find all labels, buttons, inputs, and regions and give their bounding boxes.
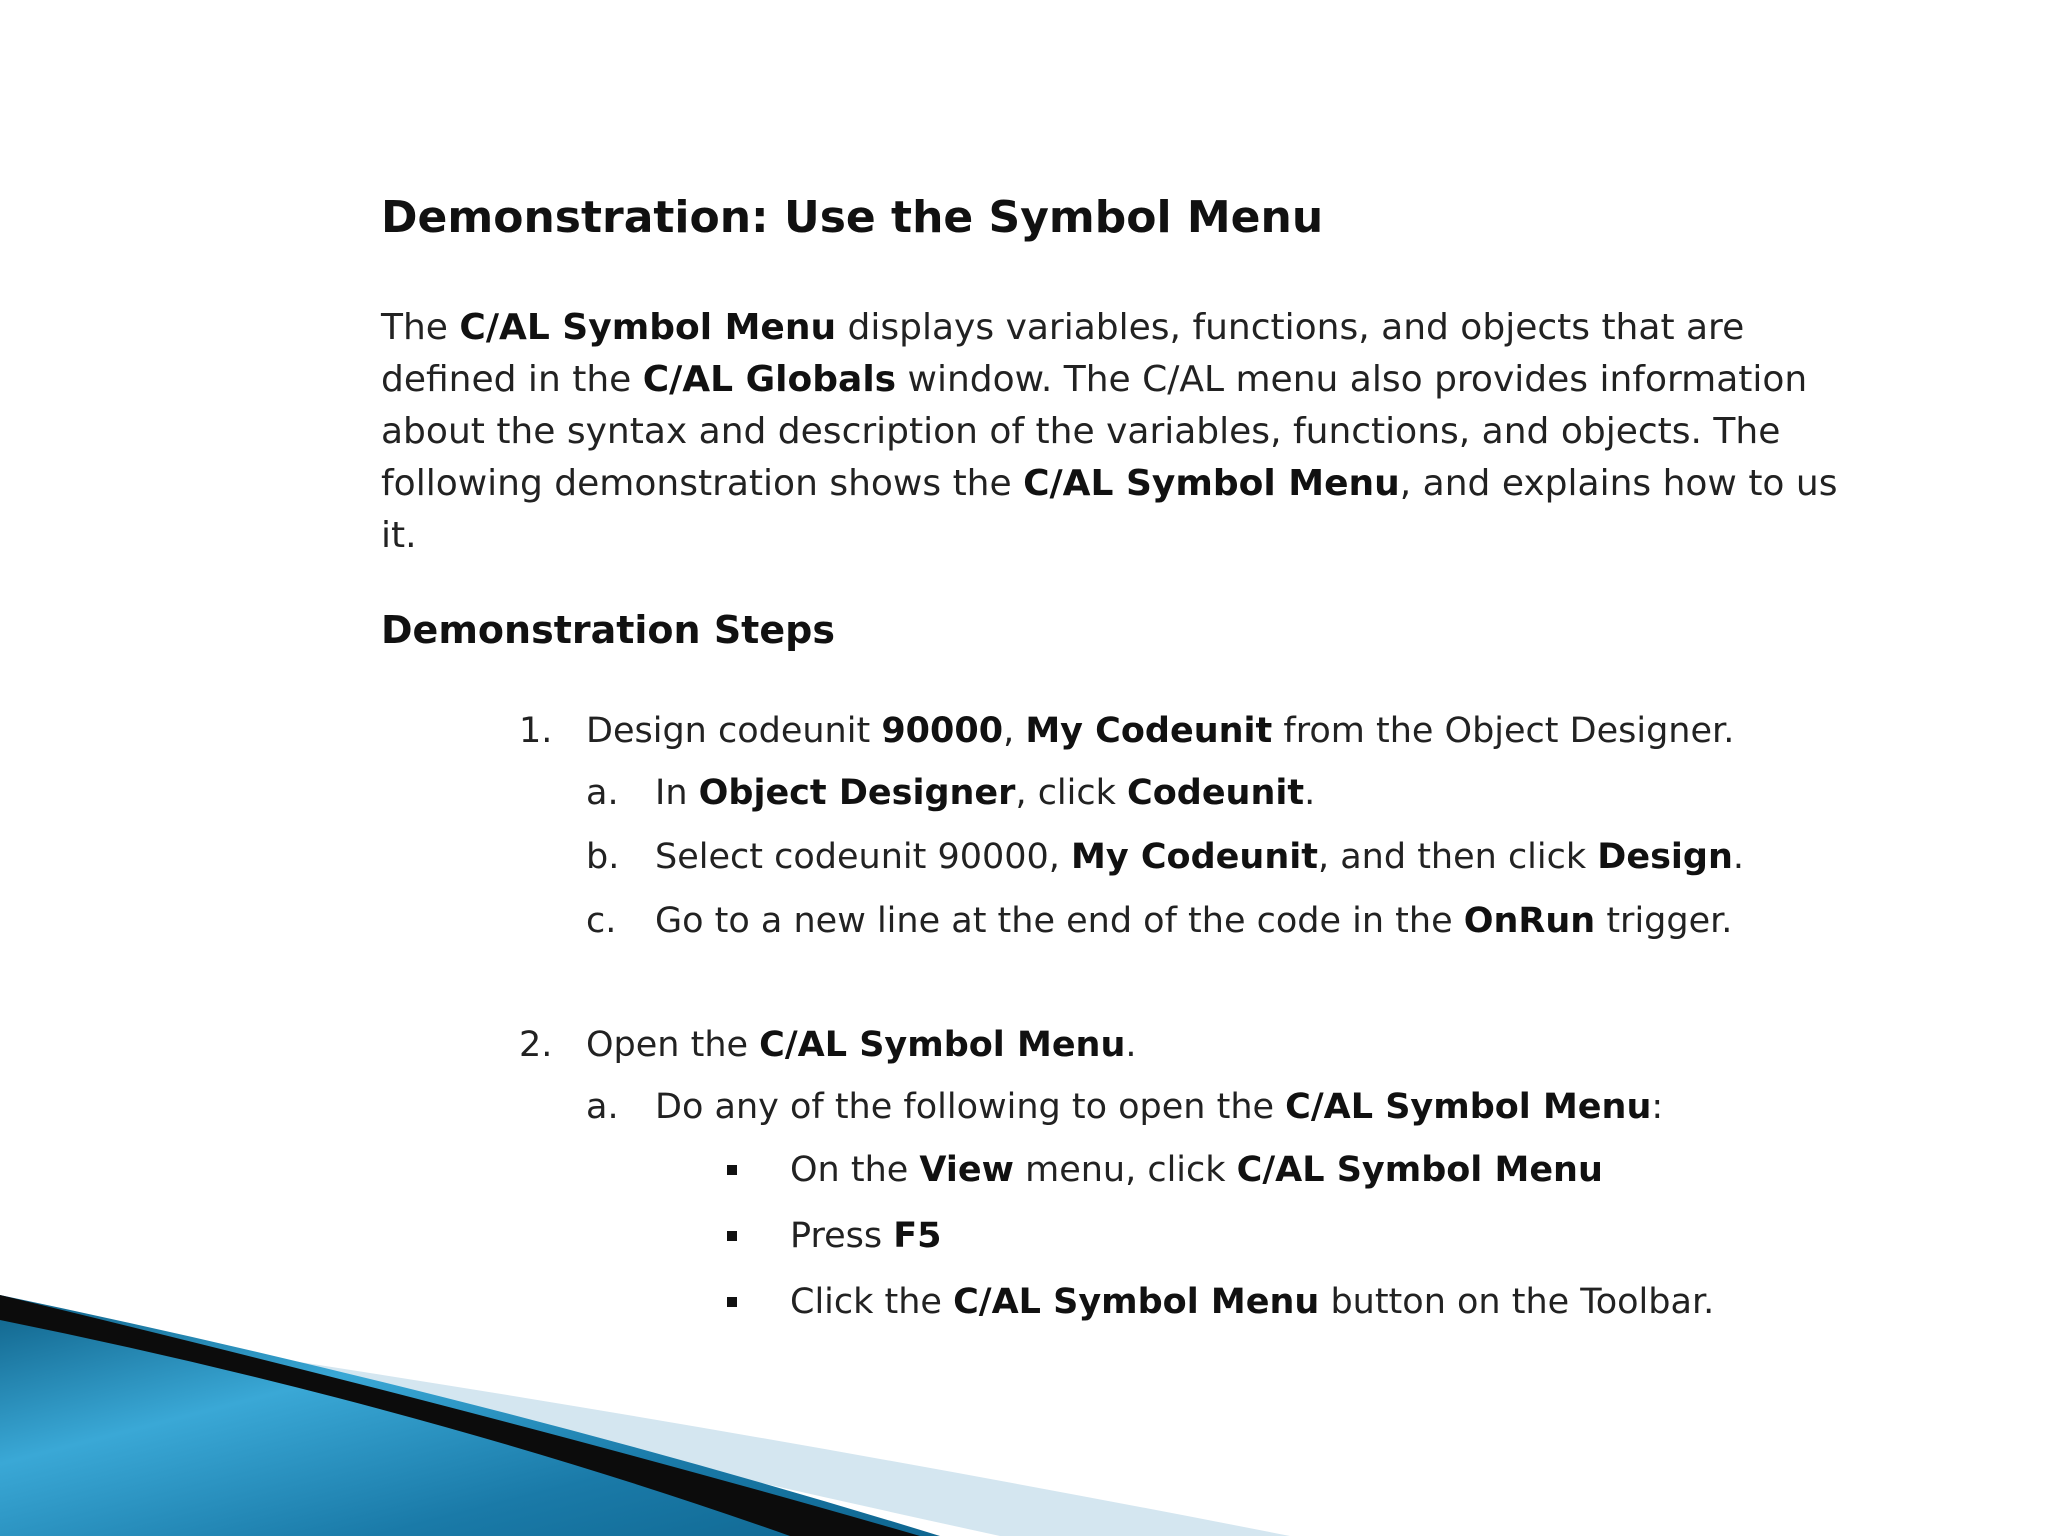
bold-term: C/AL Symbol Menu — [459, 307, 837, 348]
bold-term: C/AL Globals — [642, 359, 897, 400]
bold-term: C/AL Symbol Menu — [1023, 463, 1400, 504]
text-run: : — [1651, 1087, 1664, 1127]
text-run: Click the — [790, 1282, 954, 1322]
text-run: Do any of the following to open the — [655, 1087, 1286, 1127]
bold-term: 90000 — [881, 711, 1004, 751]
bold-term: C/AL Symbol Menu — [759, 1025, 1126, 1065]
bold-term: View — [919, 1150, 1014, 1190]
intro-paragraph — [381, 302, 1838, 562]
bold-term: Design — [1597, 837, 1733, 877]
steps-heading: Demonstration Steps — [381, 608, 835, 652]
text-run: defined in the — [381, 359, 643, 400]
intro-line — [381, 458, 1838, 510]
bold-term: My Codeunit — [1025, 711, 1273, 751]
text-run: Design codeunit — [586, 711, 882, 751]
text-run: menu, click — [1013, 1150, 1237, 1190]
text-run: , and then click — [1317, 837, 1598, 877]
page-title: Demonstration: Use the Symbol Menu — [381, 192, 1324, 243]
square-bullet-icon — [727, 1231, 737, 1241]
intro-line — [381, 510, 1721, 562]
text-run: , click — [1015, 773, 1128, 813]
intro-line — [381, 406, 1781, 458]
text-run: On the — [790, 1150, 920, 1190]
bold-term: Object Designer — [698, 773, 1016, 813]
text-run: . — [1125, 1025, 1137, 1065]
intro-line — [381, 354, 1808, 406]
step-number: 1. — [519, 711, 553, 751]
step-number: 2. — [519, 1025, 553, 1065]
substep-letter: a. — [586, 773, 619, 813]
text-run: button on the Toolbar. — [1319, 1282, 1715, 1322]
text-run: Go to a new line at the end of the code in the — [655, 901, 1464, 941]
substep-letter: c. — [586, 901, 617, 941]
text-run: it. — [381, 515, 417, 556]
text-run: The — [381, 307, 460, 348]
text-run: from the Object Designer. — [1272, 711, 1735, 751]
text-run: Press — [790, 1216, 894, 1256]
bold-term: C/AL Symbol Menu — [1285, 1087, 1652, 1127]
square-bullet-icon — [727, 1297, 737, 1307]
bold-term: F5 — [893, 1216, 942, 1256]
intro-line — [381, 302, 1745, 354]
text-run: In — [655, 773, 699, 813]
text-run: . — [1732, 837, 1745, 877]
text-run: , — [1003, 711, 1026, 751]
bold-term: OnRun — [1463, 901, 1596, 941]
square-bullet-icon — [727, 1165, 737, 1175]
text-run: Select codeunit 90000, — [655, 837, 1072, 877]
text-run: window. The C/AL menu also provides information — [896, 359, 1808, 400]
bold-term: Codeunit — [1127, 773, 1305, 813]
text-run: Open the — [586, 1025, 760, 1065]
text-run: following demonstration shows the — [381, 463, 1024, 504]
substep-letter: a. — [586, 1087, 619, 1127]
text-run: about the syntax and description of the variables, functions, and objects. The — [381, 411, 1781, 452]
bold-term: C/AL Symbol Menu — [953, 1282, 1320, 1322]
bold-term: C/AL Symbol Menu — [1236, 1150, 1603, 1190]
text-run: trigger. — [1595, 901, 1733, 941]
text-run: , and explains how to us — [1399, 463, 1838, 504]
text-run: displays variables, functions, and objects that are — [836, 307, 1745, 348]
text-run: . — [1304, 773, 1316, 813]
substep-letter: b. — [586, 837, 620, 877]
bold-term: My Codeunit — [1071, 837, 1318, 877]
